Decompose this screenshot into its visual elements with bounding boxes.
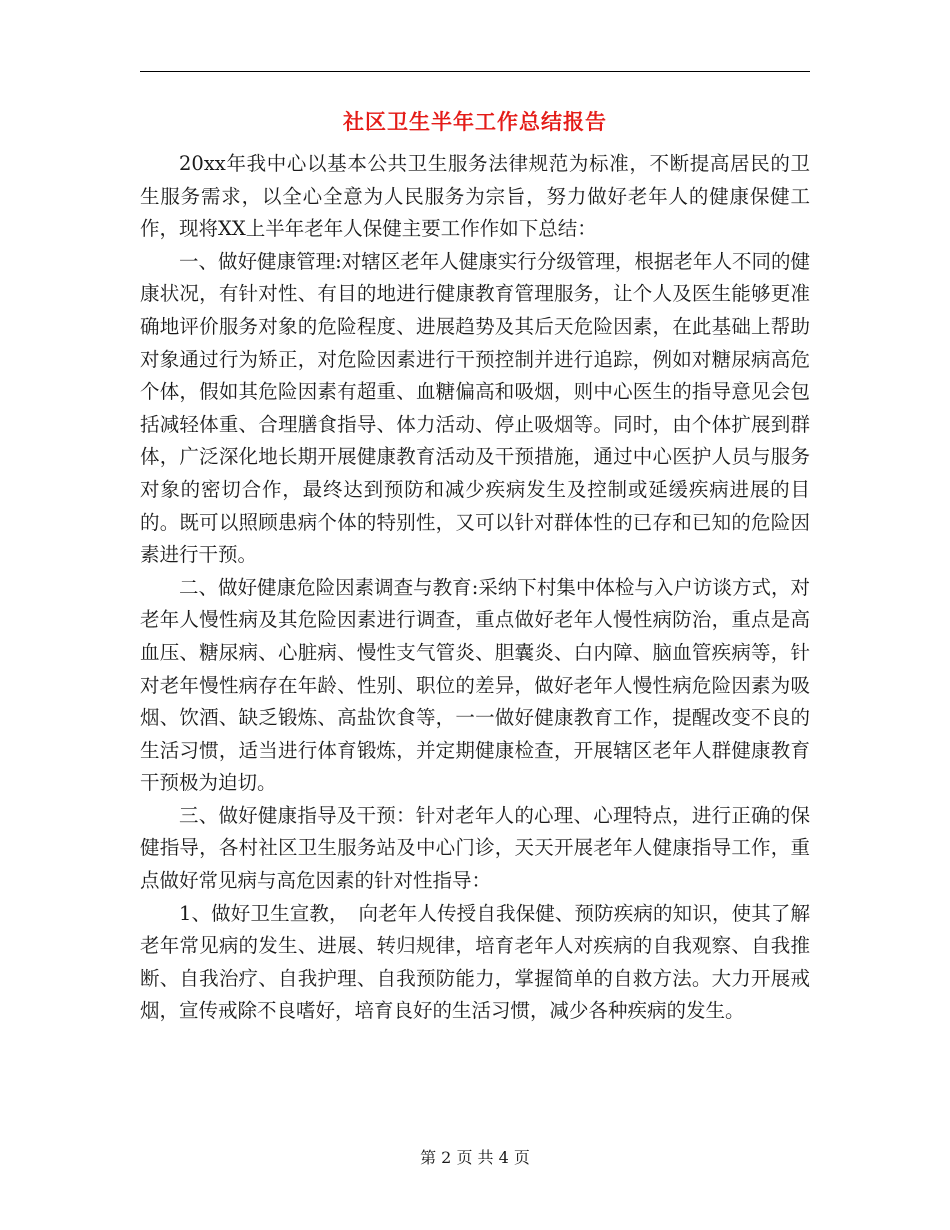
paragraph-intro: 20xx年我中心以基本公共卫生服务法律规范为标准，不断提高居民的卫生服务需求，以全心全意为人民服务为宗旨，努力做好老年人的健康保健工作，现将XX上半年老年人保健主要工作作如下总结： xyxy=(140,152,810,241)
paragraph-health-guidance: 三、做好健康指导及干预：针对老年人的心理、心理特点，进行正确的保健指导，各村社区卫生服务站及中心门诊，天天开展老年人健康指导工作，重点做好常见病与高危因素的针对性指导： xyxy=(140,803,810,893)
paragraph-health-education: 1、做好卫生宣教， 向老年人传授自我保健、预防疾病的知识，使其了解老年常见病的发生、进展、转归规律，培育老年人对疾病的自我观察、自我推断、自我治疗、自我护理、自我预防能力，掌握简单的自救方法。大力开展戒烟，宣传戒除不良嗜好，培育良好的生活习惯，减少各种疾病的发生。 xyxy=(140,901,810,1023)
page-footer: 第 2 页 共 4 页 xyxy=(420,1148,530,1167)
paragraph-risk-survey: 二、做好健康危险因素调查与教育:采纳下村集中体检与入户访谈方式，对老年人慢性病及其危险因素进行调查，重点做好老年人慢性病防治，重点是高血压、糖尿病、心脏病、慢性支气管炎、胆囊炎、白内障、脑血管疾病等，针对老年慢性病存在年龄、性别、职位的差异，做好老年人慢性病危险因素为吸烟、饮酒、缺乏锻炼、高盐饮食等，一一做好健康教育工作，提醒改变不良的生活习惯，适当进行体育锻炼，并定期健康检查，开展辖区老年人群健康教育干预极为迫切。 xyxy=(140,575,810,795)
document-body xyxy=(140,148,810,1028)
header-rule xyxy=(140,71,810,72)
document-title: 社区卫生半年工作总结报告 xyxy=(343,109,607,134)
paragraph-health-management: 一、做好健康管理:对辖区老年人健康实行分级管理，根据老年人不同的健康状况，有针对性、有目的地进行健康教育管理服务，让个人及医生能够更准确地评价服务对象的危险程度、进展趋势及其后天危险因素，在此基础上帮助对象通过行为矫正，对危险因素进行干预控制并进行追踪，例如对糖尿病高危个体，假如其危险因素有超重、血糖偏高和吸烟，则中心医生的指导意见会包括减轻体重、合理膳食指导、体力活动、停止吸烟等。同时，由个体扩展到群体，广泛深化地长期开展健康教育活动及干预措施，通过中心医护人员与服务对象的密切合作，最终达到预防和减少疾病发生及控制或延缓疾病进展的目的。既可以照顾患病个体的特别性，又可以针对群体性的已存和已知的危险因素进行干预。 xyxy=(140,249,810,567)
